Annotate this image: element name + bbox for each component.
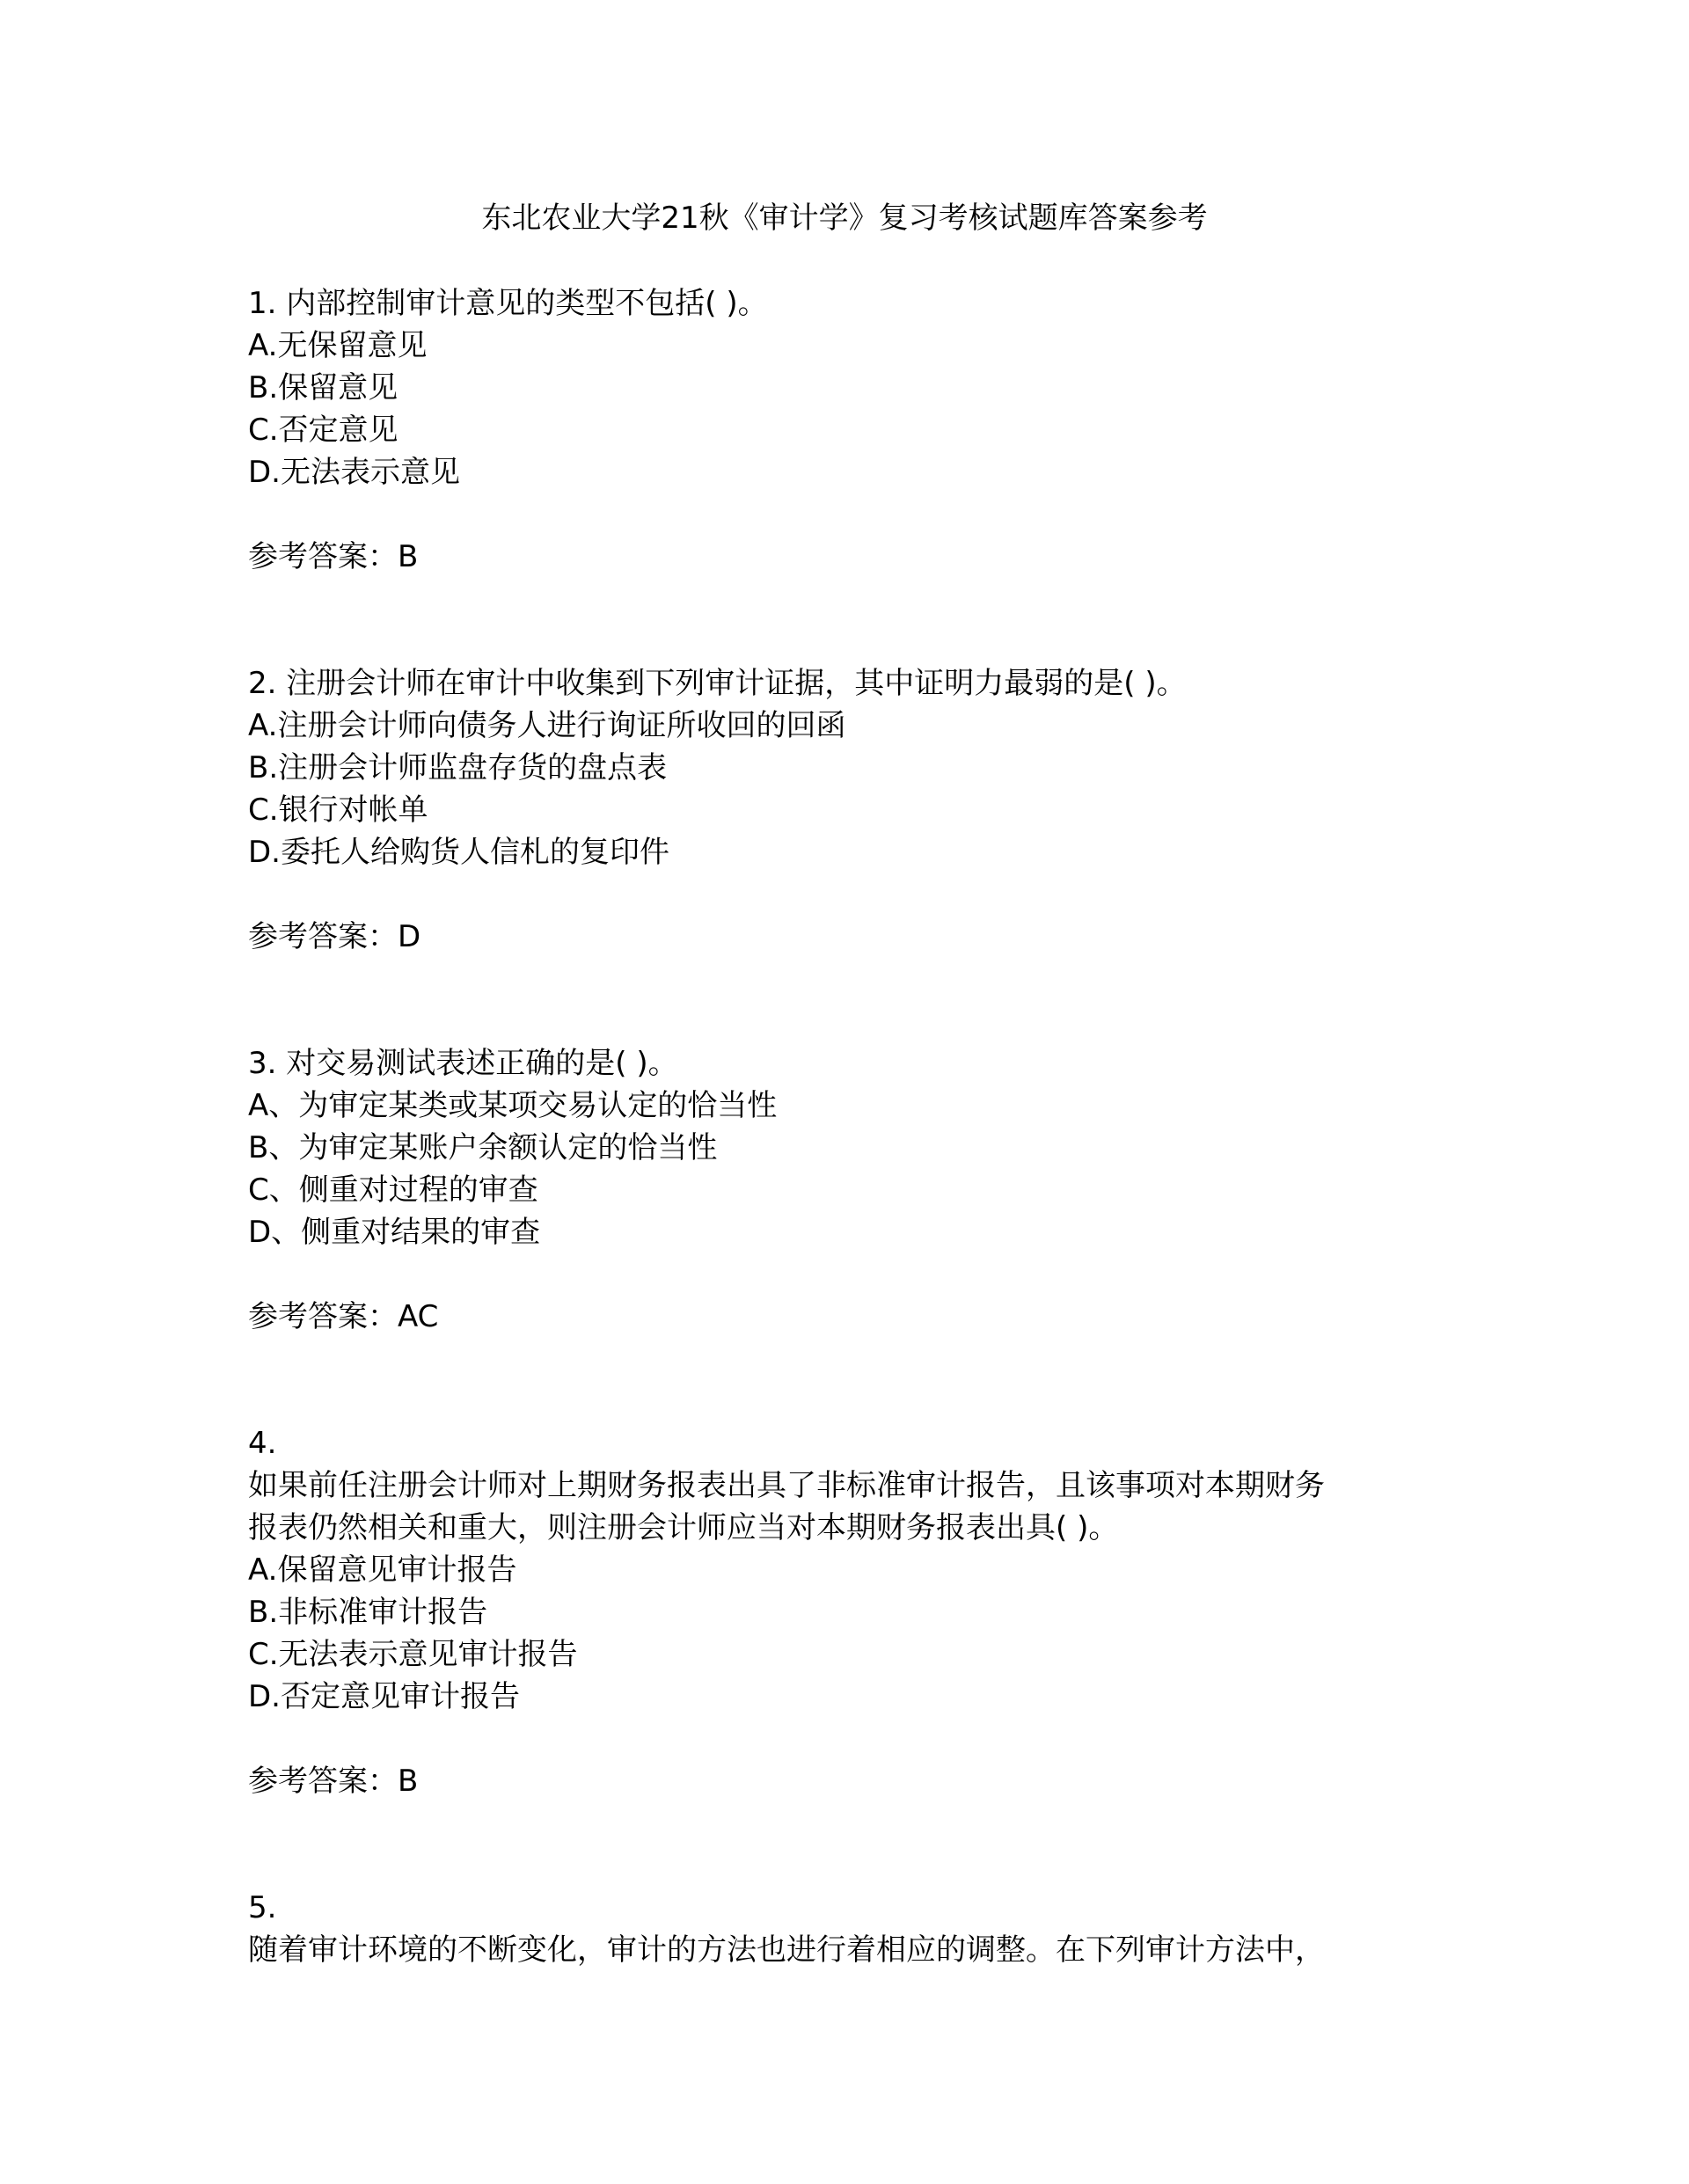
question-4-stem-line-1: 如果前任注册会计师对上期财务报表出具了非标准审计报告，且该事项对本期财务: [248, 1468, 1325, 1503]
answer-value: D: [398, 919, 421, 954]
question-3-option-d: D、侧重对结果的审查: [248, 1215, 541, 1250]
question-5-stem-line-1: 随着审计环境的不断变化，审计的方法也进行着相应的调整。在下列审计方法中，: [248, 1932, 1325, 1968]
question-2-option-b: B.注册会计师监盘存货的盘点表: [248, 750, 668, 785]
answer-value: AC: [398, 1299, 439, 1334]
question-4-option-c: C.无法表示意见审计报告: [248, 1637, 578, 1672]
answer-label: 参考答案：: [248, 919, 398, 954]
question-2-option-c: C.银行对帐单: [248, 793, 428, 828]
question-1-option-c: C.否定意见: [248, 413, 398, 448]
question-2-stem: 2. 注册会计师在审计中收集到下列审计证据，其中证明力最弱的是( )。: [248, 666, 1187, 701]
answer-value: B: [398, 1764, 419, 1799]
answer-label: 参考答案：: [248, 1764, 398, 1799]
question-3-stem: 3. 对交易测试表述正确的是( )。: [248, 1046, 678, 1081]
question-1-option-b: B.保留意见: [248, 370, 398, 405]
question-2-option-d: D.委托人给购货人信札的复印件: [248, 835, 669, 870]
question-2-option-a: A.注册会计师向债务人进行询证所收回的回函: [248, 708, 846, 743]
question-1-option-d: D.无法表示意见: [248, 455, 460, 490]
answer-label: 参考答案：: [248, 1299, 398, 1334]
question-4-option-a: A.保留意见审计报告: [248, 1552, 517, 1588]
answer-label: 参考答案：: [248, 539, 398, 574]
question-1-stem: 1. 内部控制审计意见的类型不包括( )。: [248, 286, 768, 321]
question-3-answer: [248, 1296, 438, 1338]
document-title: 东北农业大学21秋《审计学》复习考核试题库答案参考: [481, 201, 1208, 236]
question-1-option-a: A.无保留意见: [248, 328, 428, 363]
question-4-stem-line-2: 报表仍然相关和重大，则注册会计师应当对本期财务报表出具( )。: [248, 1510, 1119, 1545]
question-1-answer: [248, 536, 418, 578]
question-4-option-b: B.非标准审计报告: [248, 1595, 488, 1630]
question-5-number: 5.: [248, 1890, 277, 1925]
question-3-option-b: B、为审定某账户余额认定的恰当性: [248, 1130, 718, 1165]
question-4-number: 4.: [248, 1426, 277, 1461]
question-4-answer: [248, 1760, 418, 1802]
question-2-answer: [248, 916, 420, 958]
question-3-option-a: A、为审定某类或某项交易认定的恰当性: [248, 1088, 778, 1123]
question-4-option-d: D.否定意见审计报告: [248, 1679, 520, 1714]
answer-value: B: [398, 539, 419, 574]
question-3-option-c: C、侧重对过程的审查: [248, 1172, 538, 1208]
